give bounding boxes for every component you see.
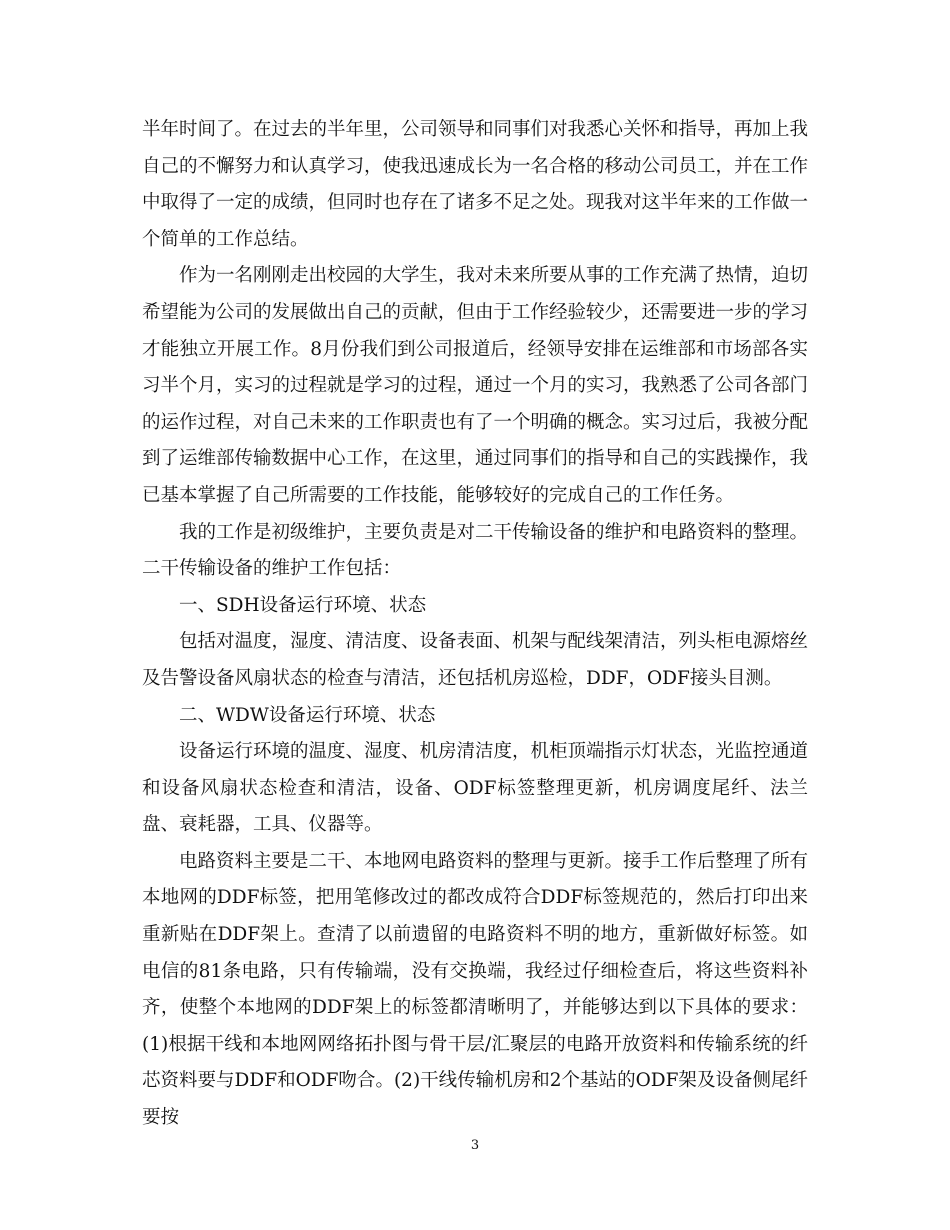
paragraph-wdw-details: 设备运行环境的温度、湿度、机房清洁度，机柜顶端指示灯状态，光监控通道和设备风扇状态检查和清洁，设备、ODF标签整理更新，机房调度尾纤、法兰盘、衰耗器，工具、仪器等。 bbox=[142, 741, 809, 836]
paragraph-intro: 半年时间了。在过去的半年里，公司领导和同事们对我悉心关怀和指导，再加上我自己的不懈努力和认真学习，使我迅速成长为一名合格的移动公司员工，并在工作中取得了一定的成绩，但同时也存在了诸多不足之处。现我对这半年来的工作做一个简单的工作总结。 bbox=[142, 119, 809, 250]
document-body bbox=[142, 112, 808, 1137]
paragraph-circuit-records: 电路资料主要是二干、本地网电路资料的整理与更新。接手工作后整理了所有本地网的DDF标签，把用笔修改过的都改成符合DDF标签规范的，然后打印出来重新贴在DDF架上。查清了以前遗留的电路资料不明的地方，重新做好标签。如电信的81条电路，只有传输端，没有交换端，我经过仔细检查后，将这些资料补齐，使整个本地网的DDF架上的标签都清晰明了，并能够达到以下具体的要求：(1)根据干线和本地网网络拓扑图与骨干层/汇聚层的电路开放资料和传输系统的纤芯资料要与DDF和ODF吻合。(2)干线传输机房和2个基站的ODF架及设备侧尾纤要按 bbox=[142, 850, 809, 1129]
section-heading-wdw: 二、WDW设备运行环境、状态 bbox=[179, 704, 436, 726]
paragraph-sdh-details: 包括对温度，湿度、清洁度、设备表面、机架与配线架清洁，列头柜电源熔丝及告警设备风扇状态的检查与清洁，还包括机房巡检，DDF，ODF接头目测。 bbox=[142, 631, 809, 689]
section-heading-sdh: 一、SDH设备运行环境、状态 bbox=[179, 594, 427, 616]
paragraph-background: 作为一名刚刚走出校园的大学生，我对未来所要从事的工作充满了热情，迫切希望能为公司的发展做出自己的贡献，但由于工作经验较少，还需要进一步的学习才能独立开展工作。8月份我们到公司报道后，经领导安排在运维部和市场部各实习半个月，实习的过程就是学习的过程，通过一个月的实习，我熟悉了公司各部门的运作过程，对自己未来的工作职责也有了一个明确的概念。实习过后，我被分配到了运维部传输数据中心工作，在这里，通过同事们的指导和自己的实践操作，我已基本掌握了自己所需要的工作技能，能够较好的完成自己的工作任务。 bbox=[142, 265, 809, 506]
paragraph-duties: 我的工作是初级维护，主要负责是对二干传输设备的维护和电路资料的整理。二干传输设备的维护工作包括： bbox=[142, 521, 809, 580]
page-number: 3 bbox=[470, 1138, 480, 1153]
